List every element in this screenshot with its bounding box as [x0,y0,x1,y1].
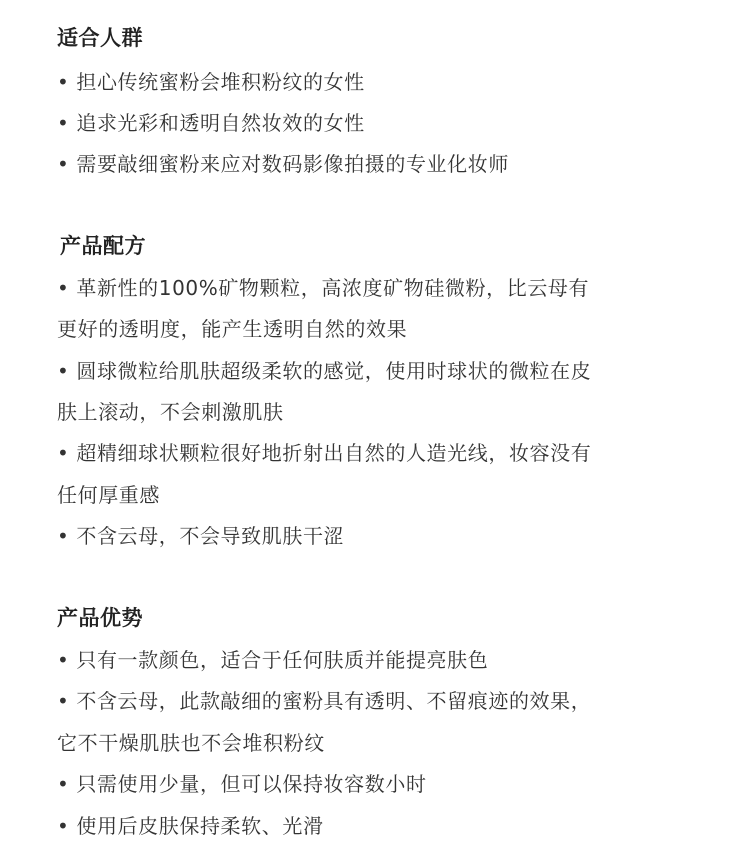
list-item: • 超精细球状颗粒很好地折射出自然的人造光线，妆容没有 [57,441,592,465]
list-item-continuation: 任何厚重感 [57,483,160,507]
list-item: • 圆球微粒给肌肤超级柔软的感觉，使用时球状的微粒在皮 [57,359,592,383]
list-item: • 革新性的100%矿物颗粒，高浓度矿物硅微粉，比云母有 [57,276,590,300]
list-item-continuation: 更好的透明度，能产生透明自然的效果 [57,317,408,341]
list-item: • 使用后皮肤保持柔软、光滑 [57,814,324,838]
section-heading-target-users: 适合人群 [57,26,143,50]
list-item: • 担心传统蜜粉会堆积粉纹的女性 [57,70,365,94]
list-item: • 只有一款颜色，适合于任何肤质并能提亮肤色 [57,648,489,672]
list-item: • 只需使用少量，但可以保持妆容数小时 [57,772,427,796]
list-item-continuation: 肤上滚动，不会刺激肌肤 [57,400,284,424]
list-item: • 不含云母，此款敲细的蜜粉具有透明、不留痕迹的效果， [57,689,592,713]
list-item: • 不含云母，不会导致肌肤干涩 [57,524,345,548]
list-item: • 追求光彩和透明自然妆效的女性 [57,111,365,135]
section-heading-advantages: 产品优势 [57,606,143,630]
section-heading-formula: 产品配方 [60,234,146,258]
list-item: • 需要敲细蜜粉来应对数码影像拍摄的专业化妆师 [57,152,509,176]
list-item-continuation: 它不干燥肌肤也不会堆积粉纹 [57,731,325,755]
